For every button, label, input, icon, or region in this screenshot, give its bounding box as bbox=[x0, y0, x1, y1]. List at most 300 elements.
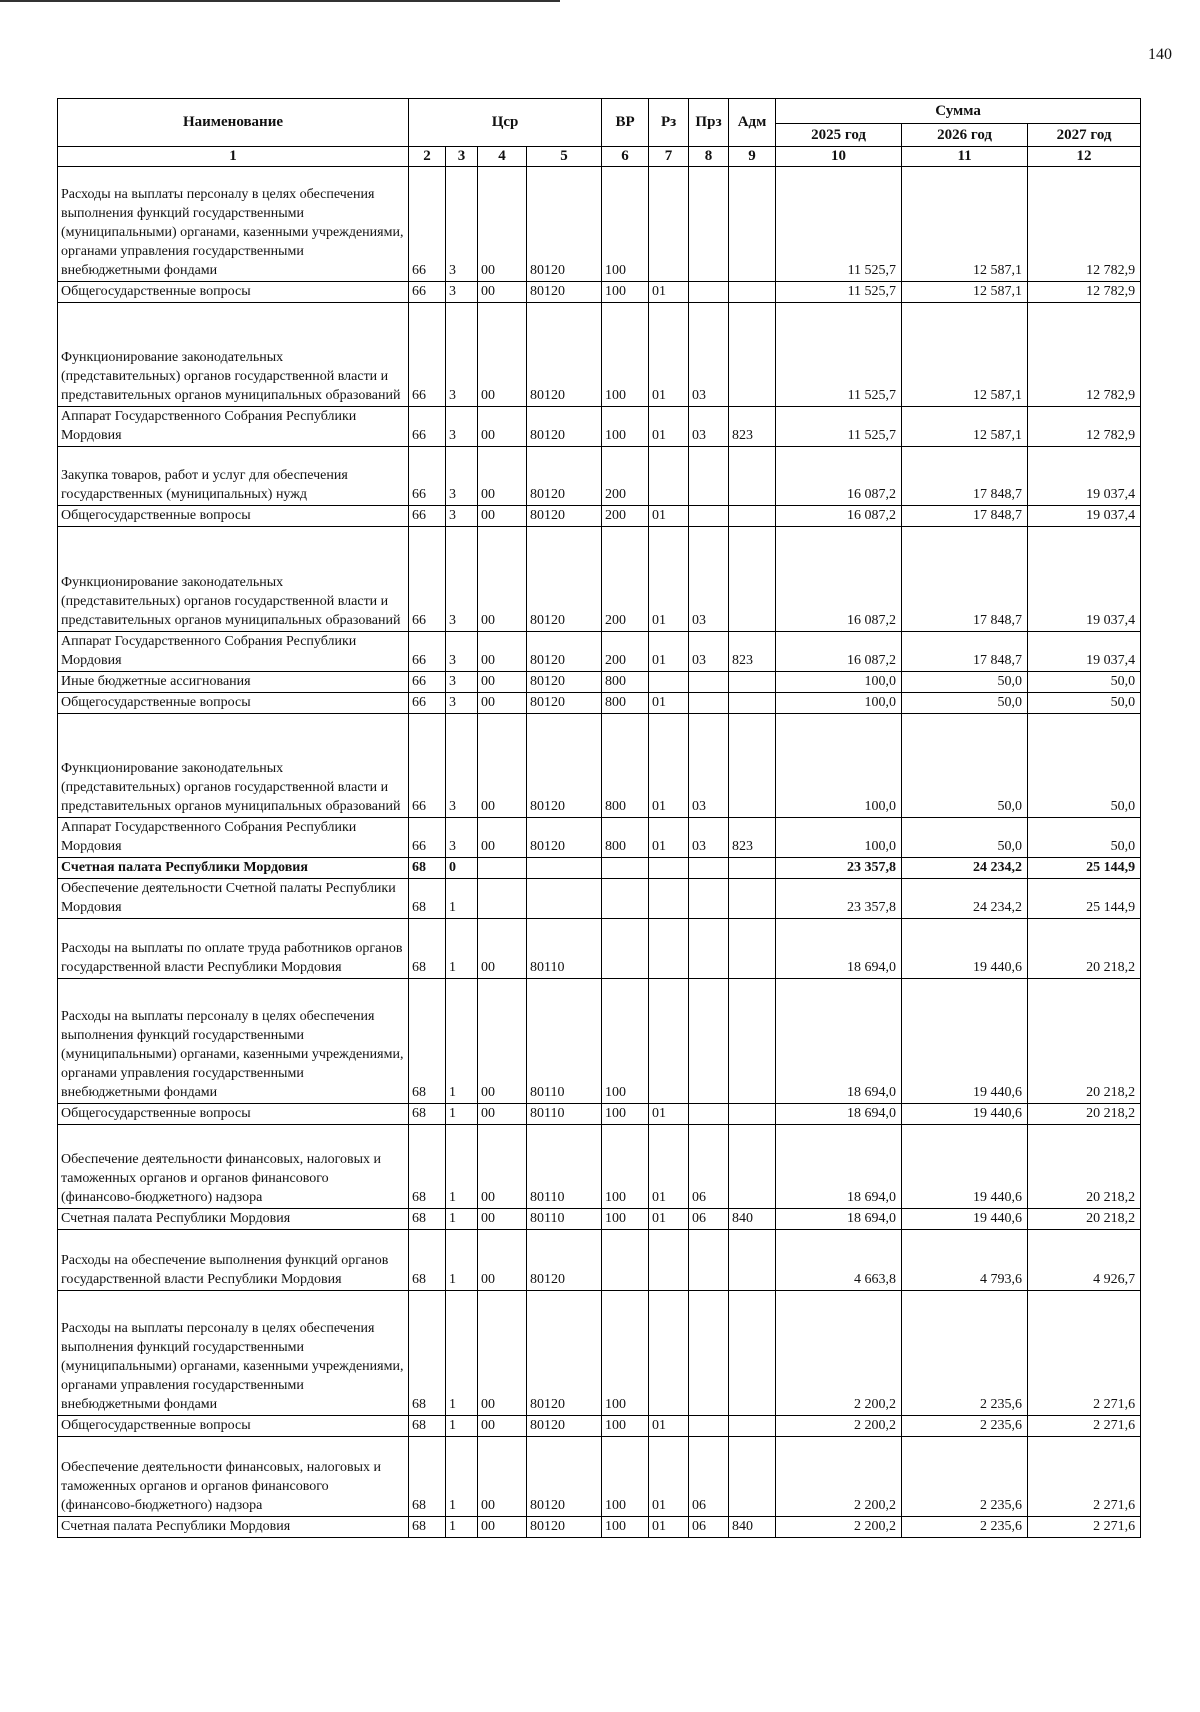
cell-csr-part-3: 1 bbox=[446, 979, 478, 1104]
cell-csr-part-4: 00 bbox=[478, 693, 527, 714]
cell-csr-part-4: 00 bbox=[478, 1437, 527, 1517]
cell-adm bbox=[729, 1291, 776, 1416]
cell-amount-2025: 2 200,2 bbox=[776, 1416, 902, 1437]
cell-adm bbox=[729, 693, 776, 714]
cell-csr-part-3: 1 bbox=[446, 1437, 478, 1517]
cell-csr-part-2: 66 bbox=[409, 407, 446, 447]
header-row-main bbox=[58, 99, 1141, 124]
table-row bbox=[58, 1517, 1141, 1538]
cell-csr-part-4: 00 bbox=[478, 1517, 527, 1538]
header-number: 4 bbox=[478, 147, 527, 167]
cell-amount-2026: 12 587,1 bbox=[902, 167, 1028, 282]
cell-csr-part-2: 68 bbox=[409, 1416, 446, 1437]
cell-csr-part-2: 66 bbox=[409, 303, 446, 407]
table-row bbox=[58, 303, 1141, 407]
cell-csr-part-4 bbox=[478, 858, 527, 879]
cell-amount-2026: 19 440,6 bbox=[902, 1209, 1028, 1230]
cell-amount-2026: 2 235,6 bbox=[902, 1437, 1028, 1517]
cell-csr-part-3: 3 bbox=[446, 303, 478, 407]
cell-csr-part-3: 3 bbox=[446, 818, 478, 858]
table-row bbox=[58, 1125, 1141, 1209]
cell-name: Функционирование законодательных (представительных) органов государственной власти и представительных органов муниципальных образований bbox=[58, 303, 409, 407]
cell-adm bbox=[729, 282, 776, 303]
cell-csr-part-5: 80120 bbox=[527, 693, 602, 714]
cell-prz bbox=[689, 167, 729, 282]
cell-adm bbox=[729, 1416, 776, 1437]
cell-csr-part-4: 00 bbox=[478, 919, 527, 979]
cell-amount-2026: 24 234,2 bbox=[902, 879, 1028, 919]
cell-amount-2025: 11 525,7 bbox=[776, 167, 902, 282]
cell-csr-part-5 bbox=[527, 879, 602, 919]
cell-csr-part-5: 80120 bbox=[527, 447, 602, 506]
cell-csr-part-3: 3 bbox=[446, 447, 478, 506]
header-number: 12 bbox=[1028, 147, 1141, 167]
cell-amount-2025: 11 525,7 bbox=[776, 303, 902, 407]
cell-csr-part-4: 00 bbox=[478, 1416, 527, 1437]
cell-amount-2026: 19 440,6 bbox=[902, 919, 1028, 979]
cell-amount-2027: 50,0 bbox=[1028, 714, 1141, 818]
table-row bbox=[58, 1230, 1141, 1291]
cell-amount-2025: 2 200,2 bbox=[776, 1291, 902, 1416]
cell-name: Счетная палата Республики Мордовия bbox=[58, 858, 409, 879]
cell-csr-part-3: 3 bbox=[446, 632, 478, 672]
header-name: Наименование bbox=[58, 99, 409, 147]
cell-rz: 01 bbox=[649, 1437, 689, 1517]
header-rz: Рз bbox=[649, 99, 689, 147]
cell-csr-part-5: 80110 bbox=[527, 979, 602, 1104]
cell-prz: 06 bbox=[689, 1437, 729, 1517]
header-number: 8 bbox=[689, 147, 729, 167]
cell-csr-part-2: 66 bbox=[409, 527, 446, 632]
cell-amount-2027: 12 782,9 bbox=[1028, 303, 1141, 407]
cell-vr: 100 bbox=[602, 1104, 649, 1125]
cell-amount-2025: 16 087,2 bbox=[776, 447, 902, 506]
cell-csr-part-4: 00 bbox=[478, 1230, 527, 1291]
cell-csr-part-5: 80120 bbox=[527, 282, 602, 303]
cell-prz: 06 bbox=[689, 1125, 729, 1209]
cell-csr-part-4: 00 bbox=[478, 818, 527, 858]
cell-amount-2025: 2 200,2 bbox=[776, 1517, 902, 1538]
cell-amount-2027: 2 271,6 bbox=[1028, 1517, 1141, 1538]
header-sum: Сумма bbox=[776, 99, 1141, 124]
cell-csr-part-5: 80110 bbox=[527, 1125, 602, 1209]
cell-csr-part-3: 3 bbox=[446, 527, 478, 632]
cell-amount-2027: 50,0 bbox=[1028, 818, 1141, 858]
cell-vr: 800 bbox=[602, 693, 649, 714]
cell-vr: 100 bbox=[602, 1291, 649, 1416]
cell-csr-part-5: 80120 bbox=[527, 527, 602, 632]
header-number: 6 bbox=[602, 147, 649, 167]
cell-amount-2026: 17 848,7 bbox=[902, 632, 1028, 672]
cell-amount-2027: 20 218,2 bbox=[1028, 979, 1141, 1104]
cell-amount-2026: 19 440,6 bbox=[902, 1125, 1028, 1209]
cell-name: Иные бюджетные ассигнования bbox=[58, 672, 409, 693]
cell-name: Расходы на выплаты персоналу в целях обеспечения выполнения функций государственными (муниципальными) органами, казенными учреждениями, органами управления государственными внебюджетными фондами bbox=[58, 167, 409, 282]
cell-amount-2026: 2 235,6 bbox=[902, 1416, 1028, 1437]
cell-adm bbox=[729, 167, 776, 282]
table-row bbox=[58, 693, 1141, 714]
cell-csr-part-3: 3 bbox=[446, 282, 478, 303]
cell-amount-2026: 50,0 bbox=[902, 818, 1028, 858]
cell-adm: 840 bbox=[729, 1209, 776, 1230]
cell-csr-part-4: 00 bbox=[478, 979, 527, 1104]
cell-csr-part-2: 66 bbox=[409, 167, 446, 282]
cell-csr-part-2: 66 bbox=[409, 632, 446, 672]
cell-adm bbox=[729, 1230, 776, 1291]
cell-rz bbox=[649, 858, 689, 879]
cell-rz bbox=[649, 919, 689, 979]
header-csr: Цср bbox=[409, 99, 602, 147]
cell-amount-2027: 12 782,9 bbox=[1028, 407, 1141, 447]
cell-csr-part-4: 00 bbox=[478, 1209, 527, 1230]
cell-amount-2026: 50,0 bbox=[902, 672, 1028, 693]
cell-vr: 100 bbox=[602, 282, 649, 303]
cell-name: Аппарат Государственного Собрания Республики Мордовия bbox=[58, 632, 409, 672]
cell-name: Общегосударственные вопросы bbox=[58, 1416, 409, 1437]
cell-adm bbox=[729, 506, 776, 527]
cell-name: Счетная палата Республики Мордовия bbox=[58, 1209, 409, 1230]
table-row bbox=[58, 672, 1141, 693]
cell-amount-2025: 100,0 bbox=[776, 693, 902, 714]
cell-rz: 01 bbox=[649, 506, 689, 527]
cell-rz bbox=[649, 979, 689, 1104]
cell-csr-part-2: 68 bbox=[409, 1230, 446, 1291]
cell-prz bbox=[689, 693, 729, 714]
cell-prz bbox=[689, 1104, 729, 1125]
cell-name: Обеспечение деятельности финансовых, налоговых и таможенных органов и органов финансового (финансово-бюджетного) надзора bbox=[58, 1125, 409, 1209]
cell-csr-part-2: 66 bbox=[409, 672, 446, 693]
header-number: 11 bbox=[902, 147, 1028, 167]
cell-csr-part-5: 80120 bbox=[527, 167, 602, 282]
cell-prz: 03 bbox=[689, 632, 729, 672]
cell-adm bbox=[729, 527, 776, 632]
table-row bbox=[58, 979, 1141, 1104]
cell-rz bbox=[649, 672, 689, 693]
cell-prz bbox=[689, 1230, 729, 1291]
cell-name: Расходы на выплаты персоналу в целях обеспечения выполнения функций государственными (муниципальными) органами, казенными учреждениями, органами управления государственными внебюджетными фондами bbox=[58, 1291, 409, 1416]
cell-prz bbox=[689, 1291, 729, 1416]
cell-csr-part-5: 80120 bbox=[527, 506, 602, 527]
header-adm: Адм bbox=[729, 99, 776, 147]
cell-amount-2027: 25 144,9 bbox=[1028, 879, 1141, 919]
cell-rz bbox=[649, 1291, 689, 1416]
cell-vr: 100 bbox=[602, 979, 649, 1104]
cell-rz: 01 bbox=[649, 1517, 689, 1538]
cell-amount-2026: 17 848,7 bbox=[902, 506, 1028, 527]
cell-amount-2027: 4 926,7 bbox=[1028, 1230, 1141, 1291]
cell-csr-part-2: 68 bbox=[409, 858, 446, 879]
cell-csr-part-5: 80120 bbox=[527, 714, 602, 818]
cell-prz bbox=[689, 506, 729, 527]
cell-adm bbox=[729, 714, 776, 818]
cell-csr-part-3: 3 bbox=[446, 672, 478, 693]
cell-vr bbox=[602, 879, 649, 919]
header-vr: ВР bbox=[602, 99, 649, 147]
cell-csr-part-5: 80120 bbox=[527, 407, 602, 447]
cell-rz: 01 bbox=[649, 632, 689, 672]
cell-amount-2026: 2 235,6 bbox=[902, 1291, 1028, 1416]
cell-rz: 01 bbox=[649, 1209, 689, 1230]
header-number: 5 bbox=[527, 147, 602, 167]
cell-vr bbox=[602, 1230, 649, 1291]
cell-csr-part-5: 80120 bbox=[527, 1416, 602, 1437]
cell-csr-part-4 bbox=[478, 879, 527, 919]
table-row bbox=[58, 1209, 1141, 1230]
cell-amount-2027: 19 037,4 bbox=[1028, 506, 1141, 527]
cell-vr: 100 bbox=[602, 1517, 649, 1538]
cell-rz bbox=[649, 1230, 689, 1291]
cell-csr-part-2: 66 bbox=[409, 818, 446, 858]
cell-vr: 800 bbox=[602, 818, 649, 858]
cell-rz: 01 bbox=[649, 527, 689, 632]
cell-csr-part-2: 68 bbox=[409, 1104, 446, 1125]
cell-csr-part-5 bbox=[527, 858, 602, 879]
cell-vr bbox=[602, 919, 649, 979]
cell-prz: 03 bbox=[689, 407, 729, 447]
budget-table bbox=[57, 98, 1141, 1538]
cell-name: Аппарат Государственного Собрания Республики Мордовия bbox=[58, 818, 409, 858]
cell-csr-part-4: 00 bbox=[478, 632, 527, 672]
cell-name: Расходы на выплаты персоналу в целях обеспечения выполнения функций государственными (муниципальными) органами, казенными учреждениями, органами управления государственными внебюджетными фондами bbox=[58, 979, 409, 1104]
cell-name: Аппарат Государственного Собрания Республики Мордовия bbox=[58, 407, 409, 447]
cell-amount-2027: 25 144,9 bbox=[1028, 858, 1141, 879]
cell-csr-part-4: 00 bbox=[478, 1104, 527, 1125]
header-number: 2 bbox=[409, 147, 446, 167]
cell-csr-part-4: 00 bbox=[478, 1125, 527, 1209]
header-number: 1 bbox=[58, 147, 409, 167]
cell-rz bbox=[649, 167, 689, 282]
cell-csr-part-3: 1 bbox=[446, 1209, 478, 1230]
header-number: 3 bbox=[446, 147, 478, 167]
cell-csr-part-3: 1 bbox=[446, 1230, 478, 1291]
cell-csr-part-4: 00 bbox=[478, 167, 527, 282]
cell-amount-2025: 18 694,0 bbox=[776, 1209, 902, 1230]
cell-csr-part-5: 80120 bbox=[527, 1291, 602, 1416]
cell-amount-2027: 20 218,2 bbox=[1028, 1104, 1141, 1125]
cell-csr-part-4: 00 bbox=[478, 282, 527, 303]
table-row bbox=[58, 282, 1141, 303]
cell-adm bbox=[729, 447, 776, 506]
cell-csr-part-2: 66 bbox=[409, 282, 446, 303]
header-row-numbers bbox=[58, 147, 1141, 167]
cell-csr-part-3: 0 bbox=[446, 858, 478, 879]
cell-vr: 800 bbox=[602, 672, 649, 693]
cell-vr: 200 bbox=[602, 506, 649, 527]
table-row bbox=[58, 506, 1141, 527]
cell-prz: 03 bbox=[689, 714, 729, 818]
cell-csr-part-5: 80110 bbox=[527, 1209, 602, 1230]
cell-name: Общегосударственные вопросы bbox=[58, 1104, 409, 1125]
cell-amount-2025: 23 357,8 bbox=[776, 879, 902, 919]
cell-amount-2027: 2 271,6 bbox=[1028, 1291, 1141, 1416]
cell-csr-part-3: 1 bbox=[446, 1517, 478, 1538]
table-row bbox=[58, 527, 1141, 632]
cell-name: Обеспечение деятельности финансовых, налоговых и таможенных органов и органов финансового (финансово-бюджетного) надзора bbox=[58, 1437, 409, 1517]
cell-amount-2026: 24 234,2 bbox=[902, 858, 1028, 879]
cell-amount-2027: 50,0 bbox=[1028, 693, 1141, 714]
cell-csr-part-4: 00 bbox=[478, 714, 527, 818]
cell-csr-part-4: 00 bbox=[478, 672, 527, 693]
page-number: 140 bbox=[1148, 46, 1172, 63]
cell-csr-part-4: 00 bbox=[478, 1291, 527, 1416]
table-row bbox=[58, 632, 1141, 672]
cell-name: Обеспечение деятельности Счетной палаты Республики Мордовия bbox=[58, 879, 409, 919]
cell-vr: 100 bbox=[602, 1209, 649, 1230]
cell-name: Функционирование законодательных (представительных) органов государственной власти и представительных органов муниципальных образований bbox=[58, 527, 409, 632]
cell-csr-part-5: 80110 bbox=[527, 919, 602, 979]
cell-amount-2027: 20 218,2 bbox=[1028, 1125, 1141, 1209]
cell-amount-2026: 50,0 bbox=[902, 714, 1028, 818]
cell-adm bbox=[729, 672, 776, 693]
cell-vr: 100 bbox=[602, 303, 649, 407]
cell-csr-part-3: 1 bbox=[446, 1104, 478, 1125]
cell-csr-part-3: 3 bbox=[446, 167, 478, 282]
cell-amount-2027: 50,0 bbox=[1028, 672, 1141, 693]
cell-amount-2025: 18 694,0 bbox=[776, 979, 902, 1104]
cell-amount-2025: 16 087,2 bbox=[776, 632, 902, 672]
cell-amount-2026: 19 440,6 bbox=[902, 1104, 1028, 1125]
table-row bbox=[58, 714, 1141, 818]
cell-name: Счетная палата Республики Мордовия bbox=[58, 1517, 409, 1538]
cell-prz: 03 bbox=[689, 303, 729, 407]
cell-amount-2025: 100,0 bbox=[776, 818, 902, 858]
cell-adm: 823 bbox=[729, 407, 776, 447]
cell-csr-part-4: 00 bbox=[478, 527, 527, 632]
cell-csr-part-2: 66 bbox=[409, 693, 446, 714]
cell-csr-part-2: 68 bbox=[409, 979, 446, 1104]
cell-rz: 01 bbox=[649, 1125, 689, 1209]
cell-name: Функционирование законодательных (представительных) органов государственной власти и представительных органов муниципальных образований bbox=[58, 714, 409, 818]
cell-rz bbox=[649, 447, 689, 506]
cell-prz bbox=[689, 447, 729, 506]
header-number: 7 bbox=[649, 147, 689, 167]
cell-amount-2025: 23 357,8 bbox=[776, 858, 902, 879]
cell-rz: 01 bbox=[649, 303, 689, 407]
cell-amount-2027: 12 782,9 bbox=[1028, 167, 1141, 282]
header-year-2025: 2025 год bbox=[776, 124, 902, 147]
table-row bbox=[58, 858, 1141, 879]
cell-csr-part-3: 1 bbox=[446, 1291, 478, 1416]
scan-top-rule bbox=[0, 0, 560, 2]
table-body bbox=[58, 167, 1141, 1538]
cell-adm bbox=[729, 858, 776, 879]
cell-amount-2027: 19 037,4 bbox=[1028, 447, 1141, 506]
header-number: 9 bbox=[729, 147, 776, 167]
table-row bbox=[58, 919, 1141, 979]
table-row bbox=[58, 1437, 1141, 1517]
cell-prz: 06 bbox=[689, 1209, 729, 1230]
cell-csr-part-2: 66 bbox=[409, 714, 446, 818]
cell-amount-2026: 19 440,6 bbox=[902, 979, 1028, 1104]
table-row bbox=[58, 407, 1141, 447]
cell-rz: 01 bbox=[649, 693, 689, 714]
cell-amount-2026: 2 235,6 bbox=[902, 1517, 1028, 1538]
cell-name: Расходы на обеспечение выполнения функций органов государственной власти Республики Мордовия bbox=[58, 1230, 409, 1291]
cell-csr-part-5: 80120 bbox=[527, 1517, 602, 1538]
cell-csr-part-3: 3 bbox=[446, 714, 478, 818]
cell-amount-2025: 16 087,2 bbox=[776, 506, 902, 527]
cell-amount-2025: 11 525,7 bbox=[776, 282, 902, 303]
cell-amount-2026: 17 848,7 bbox=[902, 447, 1028, 506]
table-row bbox=[58, 1104, 1141, 1125]
header-number: 10 bbox=[776, 147, 902, 167]
cell-amount-2025: 11 525,7 bbox=[776, 407, 902, 447]
cell-amount-2027: 20 218,2 bbox=[1028, 1209, 1141, 1230]
cell-prz bbox=[689, 919, 729, 979]
cell-amount-2026: 12 587,1 bbox=[902, 282, 1028, 303]
cell-amount-2025: 16 087,2 bbox=[776, 527, 902, 632]
cell-amount-2026: 12 587,1 bbox=[902, 303, 1028, 407]
budget-table-wrap bbox=[57, 98, 1140, 1538]
cell-amount-2027: 2 271,6 bbox=[1028, 1416, 1141, 1437]
cell-csr-part-5: 80120 bbox=[527, 303, 602, 407]
cell-amount-2027: 20 218,2 bbox=[1028, 919, 1141, 979]
cell-amount-2026: 17 848,7 bbox=[902, 527, 1028, 632]
cell-prz bbox=[689, 672, 729, 693]
cell-prz bbox=[689, 1416, 729, 1437]
cell-prz: 03 bbox=[689, 818, 729, 858]
cell-amount-2025: 100,0 bbox=[776, 714, 902, 818]
cell-csr-part-4: 00 bbox=[478, 303, 527, 407]
cell-csr-part-3: 3 bbox=[446, 506, 478, 527]
cell-name: Общегосударственные вопросы bbox=[58, 506, 409, 527]
cell-adm: 840 bbox=[729, 1517, 776, 1538]
cell-csr-part-2: 68 bbox=[409, 879, 446, 919]
header-prz: Прз bbox=[689, 99, 729, 147]
cell-adm bbox=[729, 1125, 776, 1209]
table-row bbox=[58, 167, 1141, 282]
cell-name: Общегосударственные вопросы bbox=[58, 282, 409, 303]
cell-csr-part-5: 80120 bbox=[527, 672, 602, 693]
cell-rz: 01 bbox=[649, 714, 689, 818]
cell-amount-2025: 2 200,2 bbox=[776, 1437, 902, 1517]
table-row bbox=[58, 818, 1141, 858]
cell-vr: 100 bbox=[602, 1125, 649, 1209]
cell-adm bbox=[729, 879, 776, 919]
table-row bbox=[58, 1416, 1141, 1437]
cell-prz: 03 bbox=[689, 527, 729, 632]
cell-adm bbox=[729, 919, 776, 979]
cell-name: Расходы на выплаты по оплате труда работников органов государственной власти Республики Мордовия bbox=[58, 919, 409, 979]
cell-csr-part-3: 3 bbox=[446, 693, 478, 714]
cell-name: Закупка товаров, работ и услуг для обеспечения государственных (муниципальных) нужд bbox=[58, 447, 409, 506]
cell-adm bbox=[729, 303, 776, 407]
cell-csr-part-3: 1 bbox=[446, 1125, 478, 1209]
cell-csr-part-5: 80120 bbox=[527, 1437, 602, 1517]
cell-amount-2025: 18 694,0 bbox=[776, 1125, 902, 1209]
cell-rz: 01 bbox=[649, 282, 689, 303]
cell-csr-part-5: 80120 bbox=[527, 632, 602, 672]
cell-amount-2027: 19 037,4 bbox=[1028, 527, 1141, 632]
cell-amount-2027: 19 037,4 bbox=[1028, 632, 1141, 672]
cell-csr-part-2: 66 bbox=[409, 506, 446, 527]
cell-csr-part-5: 80120 bbox=[527, 818, 602, 858]
cell-adm: 823 bbox=[729, 632, 776, 672]
cell-amount-2025: 18 694,0 bbox=[776, 1104, 902, 1125]
cell-vr: 800 bbox=[602, 714, 649, 818]
cell-vr: 100 bbox=[602, 1416, 649, 1437]
cell-vr bbox=[602, 858, 649, 879]
cell-vr: 200 bbox=[602, 447, 649, 506]
cell-csr-part-5: 80120 bbox=[527, 1230, 602, 1291]
cell-csr-part-2: 68 bbox=[409, 919, 446, 979]
cell-prz bbox=[689, 979, 729, 1104]
cell-rz: 01 bbox=[649, 1416, 689, 1437]
cell-prz bbox=[689, 858, 729, 879]
cell-prz bbox=[689, 879, 729, 919]
cell-csr-part-4: 00 bbox=[478, 506, 527, 527]
cell-rz bbox=[649, 879, 689, 919]
